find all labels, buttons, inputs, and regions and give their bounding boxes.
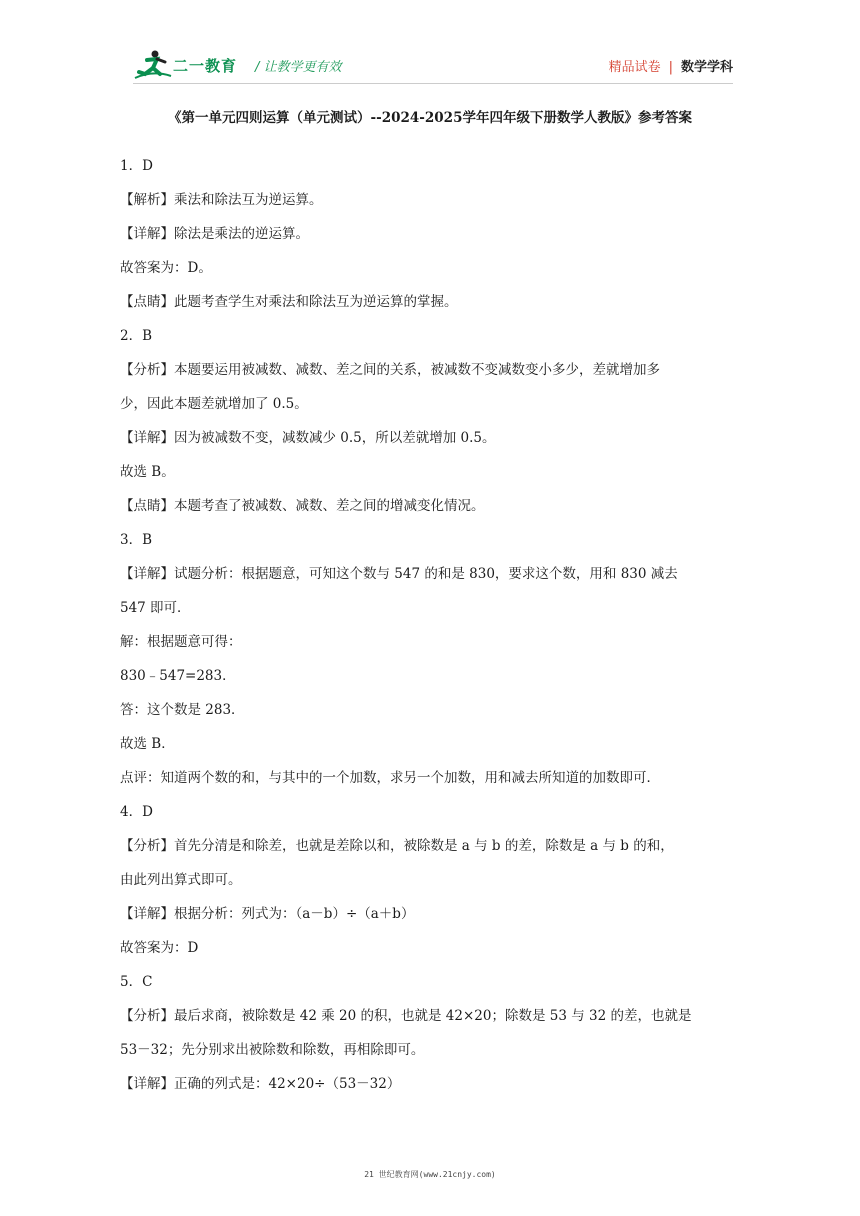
text-line: 53－32；先分别求出被除数和除数，再相除即可。 xyxy=(120,1042,425,1058)
text-line: 【详解】试题分析：根据题意，可知这个数与 547 的和是 830，要求这个数，用和 830 减去 xyxy=(120,566,678,582)
text-line: 2．B xyxy=(120,328,153,344)
text-line: 【解析】乘法和除法互为逆运算。 xyxy=(120,192,323,208)
header-separator: | xyxy=(668,60,673,75)
page-title: 《第一单元四则运算（单元测试）--2024-2025学年四年级下册数学人教版》参考答案 xyxy=(168,110,692,126)
text-line: 点评：知道两个数的和，与其中的一个加数，求另一个加数，用和减去所知道的加数即可． xyxy=(120,770,660,786)
text-line: 少，因此本题差就增加了 0.5。 xyxy=(120,396,308,412)
text-line: 【详解】除法是乘法的逆运算。 xyxy=(120,226,309,242)
text-line: 由此列出算式即可。 xyxy=(120,872,242,888)
text-line: 【点睛】此题考查学生对乘法和除法互为逆运算的掌握。 xyxy=(120,294,458,310)
logo-text: 二一教育 xyxy=(173,57,238,75)
page-header xyxy=(133,48,733,82)
text-line: 故答案为：D xyxy=(120,940,199,956)
header-tag-quality: 精品试卷 xyxy=(608,60,661,75)
text-line: 3．B xyxy=(120,532,153,548)
text-line: 故选 B． xyxy=(120,736,175,752)
text-line: 【详解】因为被减数不变，减数减少 0.5，所以差就增加 0.5。 xyxy=(120,430,496,446)
text-line: 1．D xyxy=(120,158,153,174)
text-line: 4．D xyxy=(120,804,153,820)
text-line: 【分析】首先分清是和除差，也就是差除以和，被除数是 a 与 b 的差，除数是 a 与 b 的和， xyxy=(120,838,674,854)
text-line: 830﹣547=283． xyxy=(120,668,236,684)
answer-content xyxy=(120,154,734,1106)
header-tag-subject: 数学学科 xyxy=(680,60,733,75)
text-line: 【分析】本题要运用被减数、减数、差之间的关系，被减数不变减数变小多少，差就增加多 xyxy=(120,362,660,378)
text-line: 故选 B。 xyxy=(120,464,175,480)
text-line: 【详解】正确的列式是：42×20÷（53－32） xyxy=(120,1076,401,1092)
text-line: 【分析】最后求商，被除数是 42 乘 20 的积，也就是 42×20；除数是 53 与 32 的差，也就是 xyxy=(120,1008,692,1024)
header-right xyxy=(609,56,733,75)
header-divider xyxy=(133,83,733,84)
text-line: 故答案为：D。 xyxy=(120,260,212,276)
text-line: 【点睛】本题考查了被减数、减数、差之间的增减变化情况。 xyxy=(120,498,485,514)
text-line: 【详解】根据分析：列式为：（a－b）÷（a＋b） xyxy=(120,906,415,922)
logo xyxy=(133,48,243,82)
text-line: 答：这个数是 283． xyxy=(120,702,245,718)
text-line: 547 即可． xyxy=(120,600,191,616)
runner-logo-icon xyxy=(133,48,173,82)
slogan: / 让教学更有效 xyxy=(255,60,342,75)
text-line: 5．C xyxy=(120,974,153,990)
text-line: 解：根据题意可得： xyxy=(120,634,242,650)
page-footer: 21 世纪教育网(www.21cnjy.com) xyxy=(364,1170,496,1179)
